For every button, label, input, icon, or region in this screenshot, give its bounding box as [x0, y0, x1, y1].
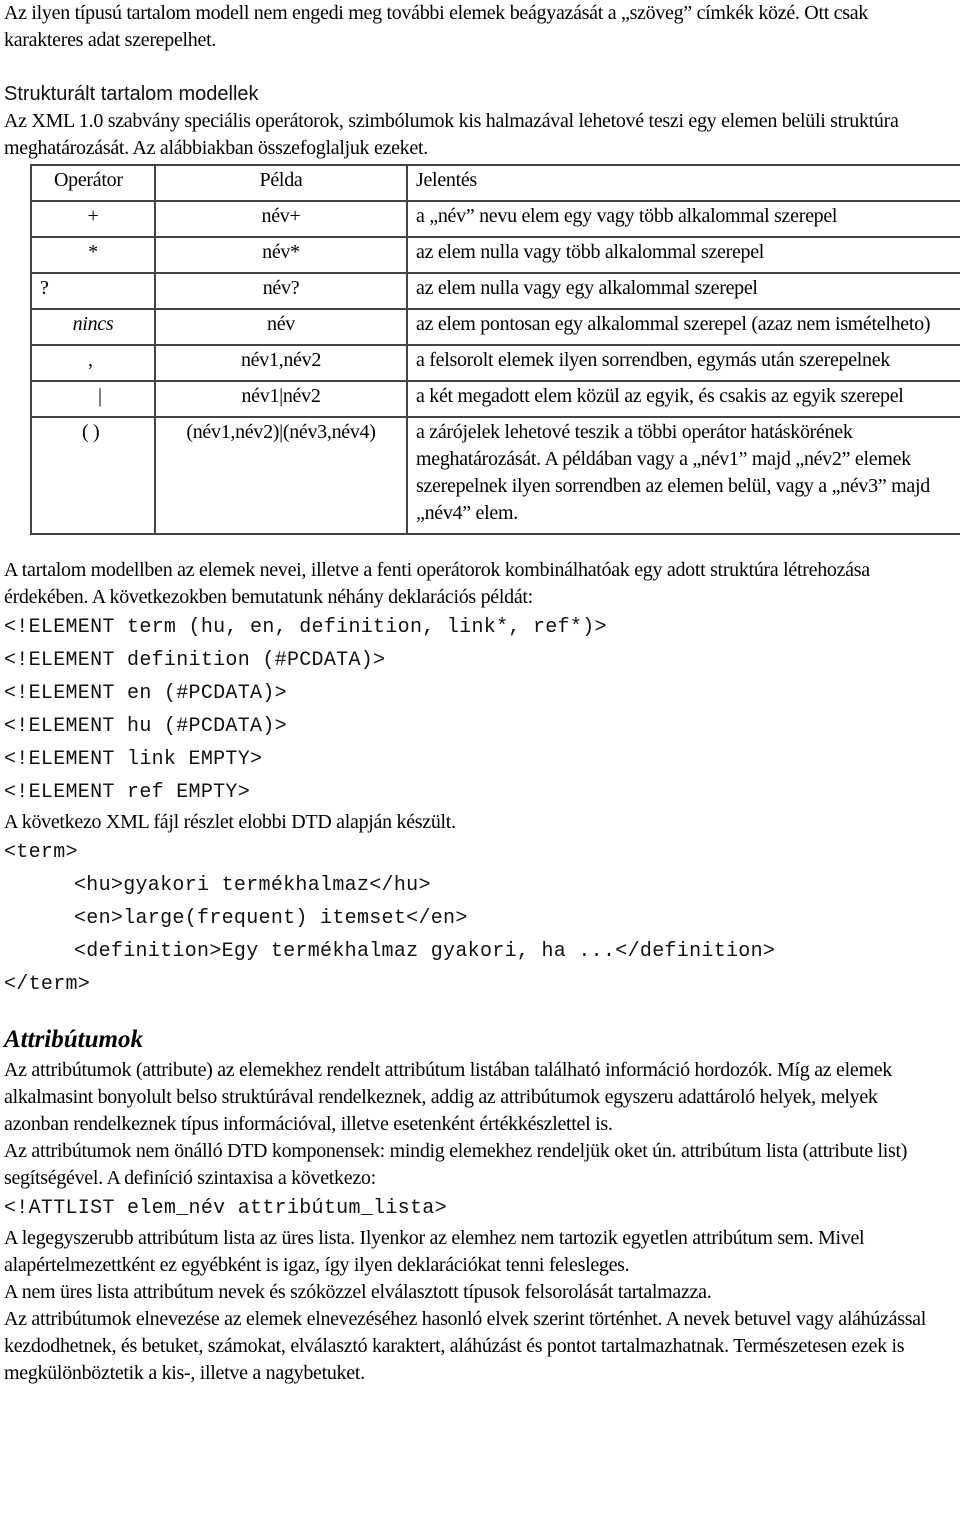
code-line: <!ELEMENT link EMPTY> [4, 748, 263, 771]
code-line-definition: <definition>Egy termékhalmaz gyakori, ha ...</definition> [74, 940, 776, 963]
table-row [31, 381, 960, 417]
code-line: <!ELEMENT definition (#PCDATA)> [4, 649, 386, 672]
table-row [31, 345, 960, 381]
attr-paragraph-5: Az attribútumok elnevezése az elemek elnevezéséhez hasonló elvek szerint történhet. A nevek betuvel vagy aláhúzással kezdodhetnek, és betuket, számokat, elválasztó karaktert, aláhúzást és pontot tartalmazhatnak. Természetesen ezek is megkülönböztetik a kis-, illetve a nagybetuket. [4, 1308, 927, 1384]
header-meaning: Jelentés [407, 165, 960, 201]
cell-example: (név1,név2)|(név3,név4) [155, 417, 407, 534]
attlist-code-line: <!ATTLIST elem_név attribútum_lista> [4, 1197, 447, 1220]
intro-paragraph: Az ilyen típusú tartalom modell nem engedi meg további elemek beágyazását a „szöveg” címkék közé. Ott csak karakteres adat szerepelhet. [4, 2, 868, 51]
table-row [31, 309, 960, 345]
cell-example: név1,név2 [155, 345, 407, 381]
code-line-term-close: </term> [4, 973, 91, 996]
combine-paragraph: A tartalom modellben az elemek nevei, illetve a fenti operátorok kombinálhatóak egy adott struktúra létrehozása érdekében. A következokben bemutatunk néhány deklarációs példát: [4, 559, 870, 608]
table-row [31, 417, 960, 534]
section-heading-attributes: Attribútumok [4, 1026, 143, 1053]
table-header-row [31, 165, 960, 201]
table-row [31, 237, 960, 273]
dtd-code-block [4, 611, 956, 809]
cell-operator: nincs [31, 309, 155, 345]
operator-table [30, 164, 960, 535]
document-page [4, 0, 956, 1387]
cell-meaning: az elem pontosan egy alkalommal szerepel (azaz nem ismételheto) [407, 309, 960, 345]
section-heading-structured: Strukturált tartalom modellek [4, 83, 259, 105]
cell-example: név? [155, 273, 407, 309]
cell-meaning: a két megadott elem közül az egyik, és csakis az egyik szerepel [407, 381, 960, 417]
cell-operator: , [31, 345, 155, 381]
header-operator: Operátor [31, 165, 155, 201]
structured-paragraph: Az XML 1.0 szabvány speciális operátorok, szimbólumok kis halmazával lehetové teszi egy elemen belüli struktúra meghatározását. Az alábbiakban összefoglaljuk ezeket. [4, 110, 899, 159]
attr-paragraph-2: Az attribútumok nem önálló DTD komponensek: mindig elemekhez rendeljük oket ún. attribútum lista (attribute list) segítségével. A definíció szintaxisa a következo: [4, 1140, 908, 1189]
attr-paragraph-1: Az attribútumok (attribute) az elemekhez rendelt attribútum listában található információ hordozók. Míg az elemek alkalmasint bonyolult belso struktúrával rendelkeznek, addig az attribútumok egyszeru adattároló helyek, melyek azonban rendelkeznek típus információval, illetve esetenként értékkészlettel is. [4, 1059, 892, 1135]
cell-meaning: a zárójelek lehetové teszik a többi operátor hatáskörének meghatározását. A példában vagy a „név1” majd „név2” elemek szerepelnek ilyen sorrendben az elemen belül, vagy a „név3” majd „név4” elem. [407, 417, 960, 534]
code-line: <!ELEMENT en (#PCDATA)> [4, 682, 287, 705]
attr-paragraph-4: A nem üres lista attribútum nevek és szóközzel elválasztott típusok felsorolását tartalmazza. [4, 1281, 712, 1303]
cell-example: név+ [155, 201, 407, 237]
table-row [31, 201, 960, 237]
attr-paragraph-3: A legegyszerubb attribútum lista az üres lista. Ilyenkor az elemhez nem tartozik egyetlen attribútum sem. Mivel alapértelmezettként ez egyébként is igaz, így ilyen deklarációkat tenni felesleges. [4, 1227, 865, 1276]
cell-operator: | [31, 381, 155, 417]
code-line-en: <en>large(frequent) itemset</en> [74, 907, 468, 930]
code-line: <!ELEMENT term (hu, en, definition, link*, ref*)> [4, 616, 607, 639]
cell-example: név [155, 309, 407, 345]
code-line: <!ELEMENT hu (#PCDATA)> [4, 715, 287, 738]
cell-example: név* [155, 237, 407, 273]
cell-operator: ? [31, 273, 155, 309]
table-row [31, 273, 960, 309]
cell-meaning: a felsorolt elemek ilyen sorrendben, egymás után szerepelnek [407, 345, 960, 381]
cell-operator: ( ) [31, 417, 155, 534]
header-example: Példa [155, 165, 407, 201]
xml-code-block [4, 836, 956, 1001]
cell-meaning: az elem nulla vagy több alkalommal szerepel [407, 237, 960, 273]
cell-meaning: az elem nulla vagy egy alkalommal szerepel [407, 273, 960, 309]
code-line-term-open: <term> [4, 841, 78, 864]
code-line-hu: <hu>gyakori termékhalmaz</hu> [74, 874, 431, 897]
cell-operator: + [31, 201, 155, 237]
xml-note: A következo XML fájl részlet elobbi DTD alapján készült. [4, 811, 456, 833]
cell-example: név1|név2 [155, 381, 407, 417]
code-line: <!ELEMENT ref EMPTY> [4, 781, 251, 804]
cell-operator: * [31, 237, 155, 273]
cell-meaning: a „név” nevu elem egy vagy több alkalommal szerepel [407, 201, 960, 237]
